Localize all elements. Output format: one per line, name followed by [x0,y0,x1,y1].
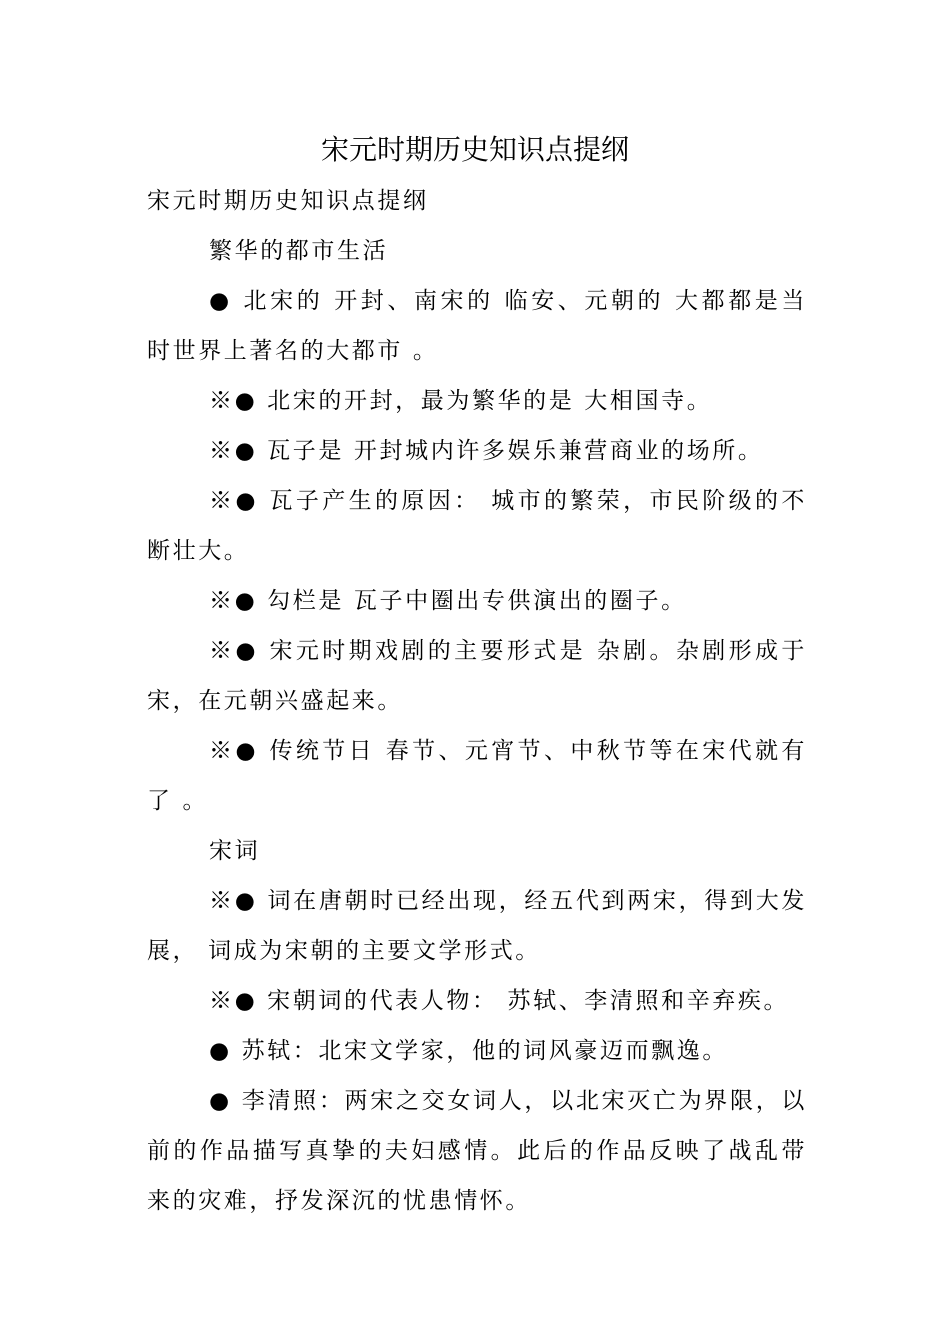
paragraph: ● 苏轼：北宋文学家，他的词风豪迈而飘逸。 [209,1038,728,1064]
paragraph: ※● 宋朝词的代表人物： 苏轼、李清照和辛弃疾。 [209,988,790,1014]
section-heading-city-life: 繁华的都市生活 [209,238,389,264]
paragraph: ※● 宋元时期戏剧的主要形式是 杂剧。杂剧形成于宋，在元朝兴盛起来。 [147,638,807,714]
paragraph: ※● 北宋的开封，最为繁华的是 大相国寺。 [209,388,713,414]
paragraph: ※● 瓦子是 开封城内许多娱乐兼营商业的场所。 [209,438,764,464]
document-title: 宋元时期历史知识点提纲 [320,133,629,166]
paragraph: ※● 瓦子产生的原因： 城市的繁荣，市民阶级的不断壮大。 [147,488,807,564]
section-heading-song-ci: 宋词 [209,838,261,864]
document-subtitle: 宋元时期历史知识点提纲 [147,188,429,214]
document-body [147,176,807,1226]
paragraph: ※● 勾栏是 瓦子中圈出专供演出的圈子。 [209,588,687,614]
paragraph: ● 北宋的 开封、南宋的 临安、元朝的 大都都是当时世界上著名的大都市 。 [147,288,807,364]
paragraph: ※● 传统节日 春节、元宵节、中秋节等在宋代就有了 。 [147,738,807,814]
paragraph: ※● 词在唐朝时已经出现，经五代到两宋，得到大发展， 词成为宋朝的主要文学形式。 [147,888,807,964]
paragraph: ● 李清照：两宋之交女词人，以北宋灭亡为界限，以前的作品描写真挚的夫妇感情。此后的作品反映了战乱带来的灾难，抒发深沉的忧患情怀。 [147,1088,807,1214]
